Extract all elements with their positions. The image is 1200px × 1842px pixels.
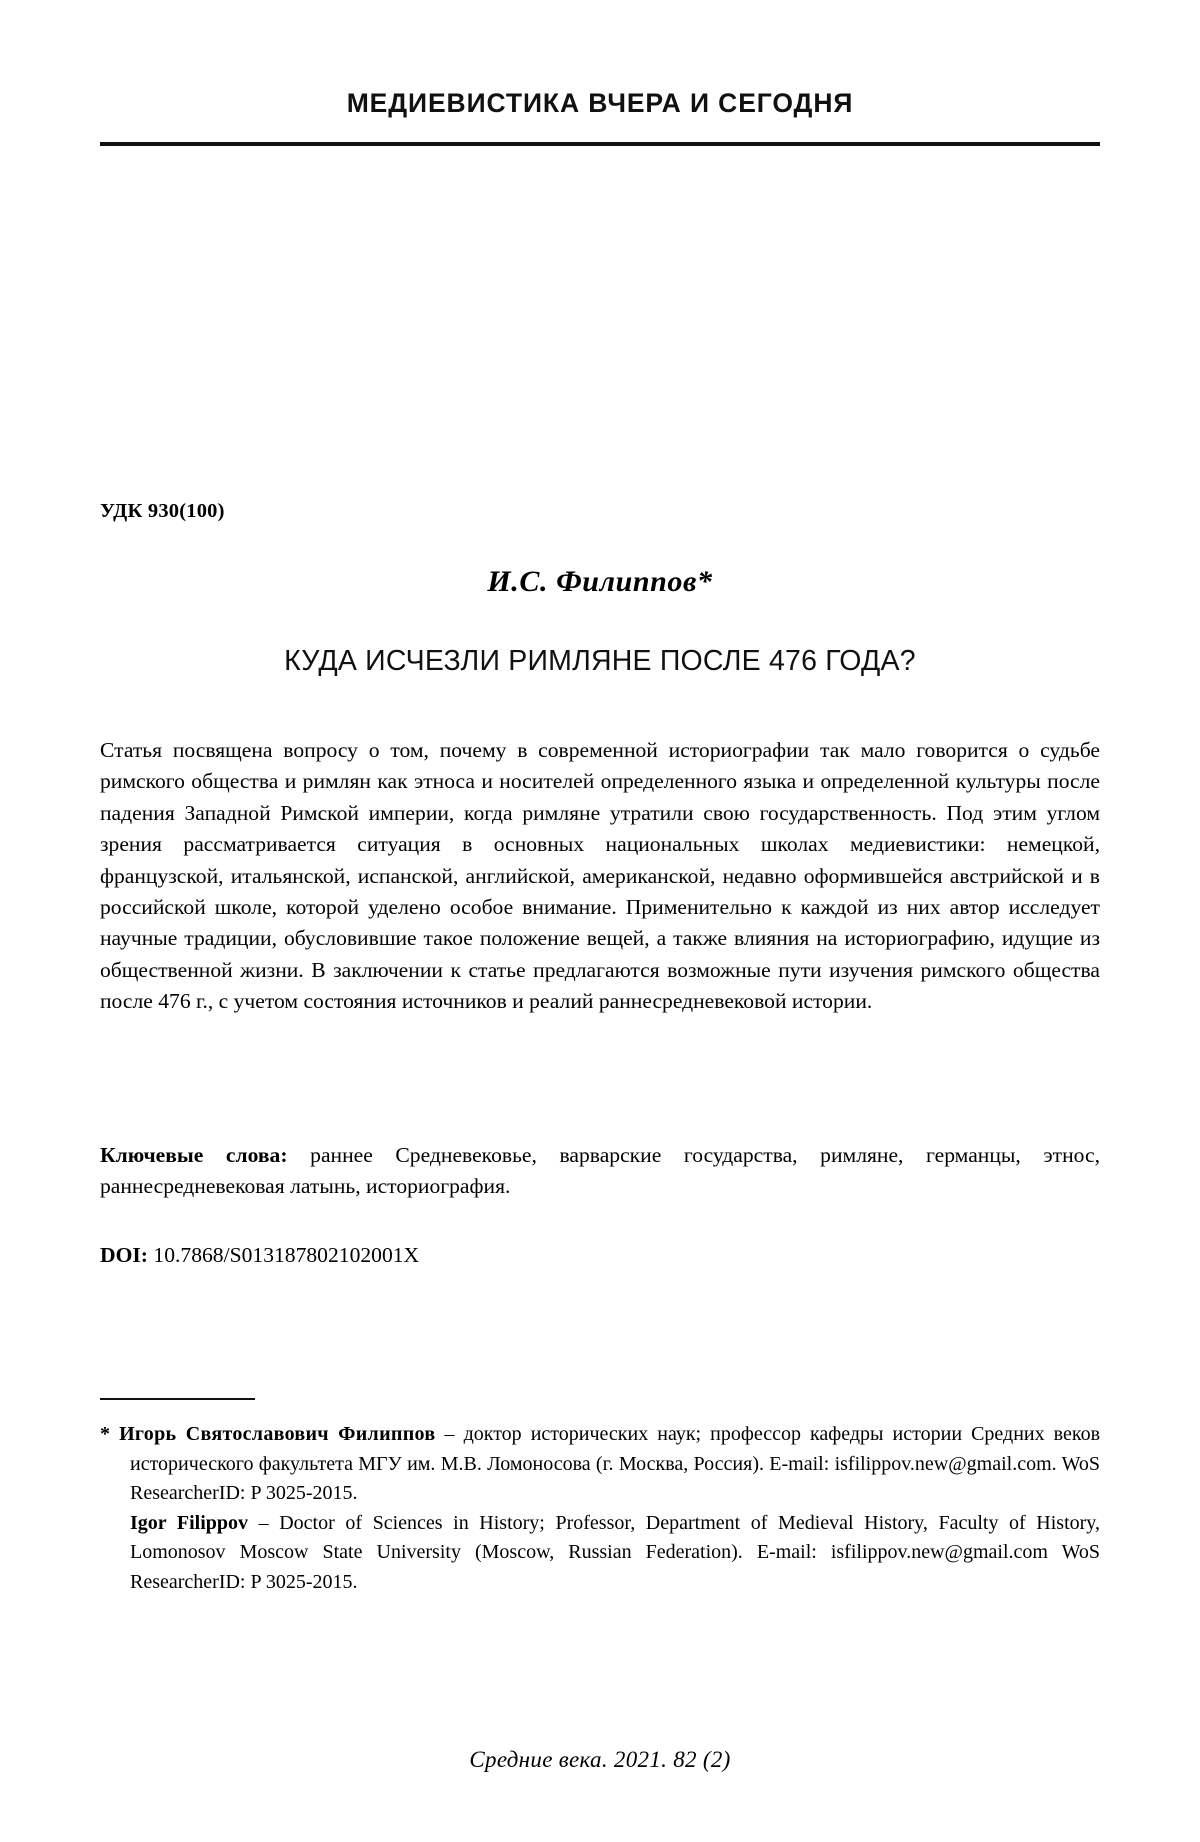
running-head-container	[100, 88, 1100, 119]
keywords-list: раннее Средневековье, варварские государства, римляне, германцы, этнос, раннесредневековая латынь, историография.	[100, 1143, 1100, 1199]
article-title: КУДА ИСЧЕЗЛИ РИМЛЯНЕ ПОСЛЕ 476 ГОДА?	[284, 645, 916, 677]
header-divider	[100, 142, 1100, 146]
keywords-block	[100, 1140, 1100, 1203]
running-head: МЕДИЕВИСТИКА ВЧЕРА И СЕГОДНЯ	[346, 88, 854, 118]
doi-value[interactable]: 10.7868/S013187802102001X	[153, 1243, 420, 1267]
author-footnote-marker: *	[697, 565, 713, 598]
footnote-marker: *	[100, 1423, 110, 1445]
author-container	[100, 565, 1100, 599]
keywords-label: Ключевые слова:	[100, 1143, 288, 1167]
footnote-english	[100, 1509, 1100, 1598]
doi-label: DOI:	[100, 1243, 148, 1267]
footnote-divider	[100, 1398, 255, 1400]
journal-reference: Средние века. 2021. 82 (2)	[469, 1747, 731, 1772]
footnote-author-name-en: Igor Filippov	[130, 1511, 249, 1534]
author-name: И.С. Филиппов	[487, 565, 698, 598]
footnote-author-name-ru: Игорь Святославович Филиппов	[119, 1423, 436, 1445]
footer-container	[100, 1747, 1100, 1773]
doi-block	[100, 1240, 1100, 1271]
article-title-container	[100, 645, 1100, 678]
footnote-russian	[100, 1420, 1100, 1509]
footnote-affiliation-ru: – доктор исторических наук; профессор кафедры истории Средних веков исторического факультета МГУ им. М.В. Ломоносова (г. Москва, Россия). E-mail: isfilippov.new@gmail.com. WoS ResearcherID: P 3025-2015.	[130, 1423, 1101, 1504]
udc-code: УДК 930(100)	[100, 500, 225, 522]
footnote-block	[100, 1420, 1100, 1597]
abstract-text: Статья посвящена вопросу о том, почему в современной историографии так мало говорится о судьбе римского общества и римлян как этноса и носителей определенного языка и определенной культуры после падения Западной Римской империи, когда римляне утратили свою государственность. Под этим углом зрения рассматривается ситуация в основных национальных школах медиевистики: немецкой, французской, итальянской, испанской, английской, американской, недавно оформившейся австрийской и в российской школе, которой уделено особое внимание. Применительно к каждой из них автор исследует научные традиции, обусловившие такое положение вещей, а также влияния на историографию, идущие из общественной жизни. В заключении к статье предлагаются возможные пути изучения римского общества после 476 г., с учетом состояния источников и реалий раннесредневековой истории.	[100, 738, 1100, 1014]
footnote-affiliation-en: – Doctor of Sciences in History; Professor, Department of Medieval History, Faculty of History, Lomonosov Moscow State University (Moscow, Russian Federation). E-mail: isfilippov.new@gmail.com WoS ResearcherID: P 3025-2015.	[130, 1511, 1101, 1593]
